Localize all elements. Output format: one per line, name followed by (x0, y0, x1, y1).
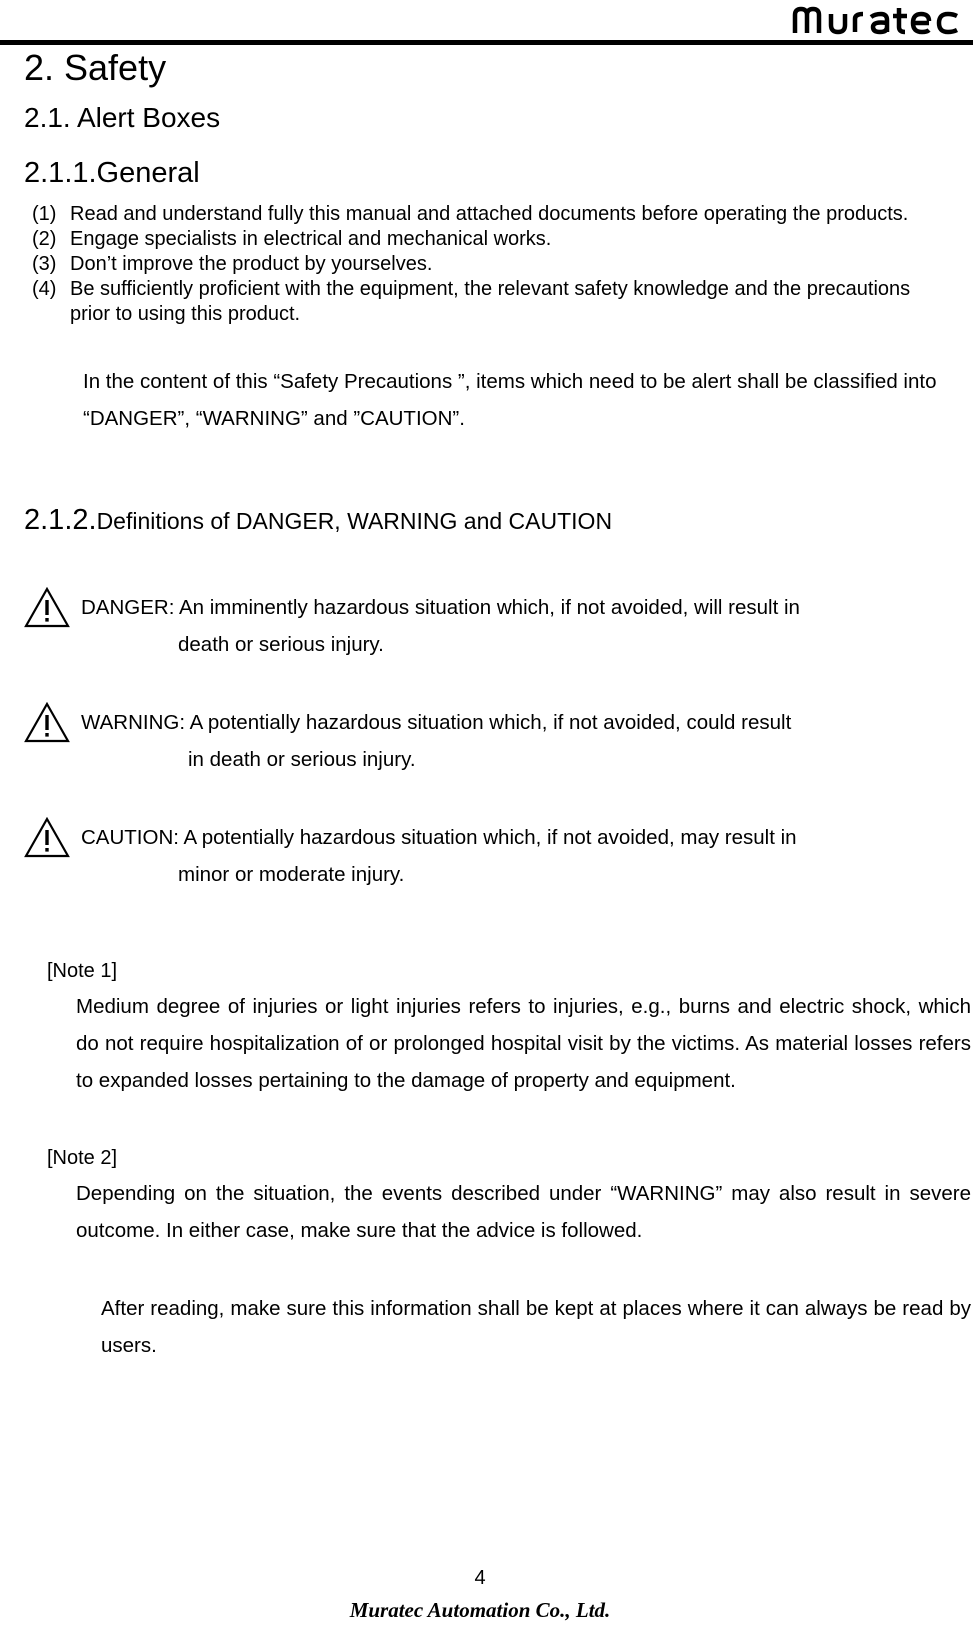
section-title: 2. Safety (24, 47, 167, 88)
list-item-text: Read and understand fully this manual and attached documents before operating the products. (70, 203, 909, 225)
intro-paragraph: In the content of this “Safety Precautions ”, items which need to be alert shall be classified into “DANGER”, “WARNING” and ”CAUTION”. (83, 370, 937, 430)
definitions-heading-number: 2.1.2. (24, 504, 97, 536)
list-item (32, 277, 932, 327)
company-logo (791, 2, 961, 38)
list-item-text: Engage specialists in electrical and mechanical works. (70, 228, 552, 250)
list-item-number: (4) (32, 278, 57, 300)
note-2-label: [Note 2] (47, 1147, 118, 1169)
definitions-heading-text: Definitions of DANGER, WARNING and CAUTION (96, 508, 613, 534)
alert-caution-line1: CAUTION: A potentially hazardous situation which, if not avoided, may result in (81, 826, 797, 849)
warning-triangle-icon (24, 817, 70, 859)
section-subtitle: 2.1. Alert Boxes (24, 102, 221, 133)
list-item (32, 227, 932, 252)
list-item-text: Don’t improve the product by yourselves. (70, 253, 433, 275)
list-item-number: (1) (32, 203, 57, 225)
list-item-number: (3) (32, 253, 57, 275)
alert-warning-line1: WARNING: A potentially hazardous situation which, if not avoided, could result (81, 711, 792, 734)
alert-danger-line1: DANGER: An imminently hazardous situation which, if not avoided, will result in (81, 596, 800, 619)
warning-triangle-icon (24, 587, 70, 629)
alert-warning-line2: in death or serious injury. (188, 748, 416, 771)
header-rule (0, 40, 973, 45)
list-item (32, 202, 932, 227)
note-1-body: Medium degree of injuries or light injuries refers to injuries, e.g., burns and electric shock, which do not require hospitalization of or prolonged hospital visit by the victims. As material losses refers to expanded losses pertaining to the damage of property and equipment. (76, 995, 971, 1092)
list-item-text: Be sufficiently proficient with the equipment, the relevant safety knowledge and the precautions prior to using this product. (70, 278, 911, 325)
note-1-label: [Note 1] (47, 960, 118, 982)
warning-triangle-icon (24, 702, 70, 744)
general-list (32, 202, 932, 327)
general-heading: 2.1.1.General (24, 157, 200, 189)
muratec-logo-graphic (791, 5, 961, 35)
page-number: 4 (474, 1567, 486, 1589)
alert-caution-line2: minor or moderate injury. (178, 863, 405, 886)
note-2-body: Depending on the situation, the events described under “WARNING” may also result in severe outcome. In either case, make sure that the advice is followed. (76, 1182, 971, 1242)
definitions-heading (24, 502, 612, 543)
alert-danger-line2: death or serious injury. (178, 633, 384, 656)
logo-text (791, 2, 792, 3)
footer-company: Muratec Automation Co., Ltd. (349, 1598, 611, 1622)
list-item (32, 252, 932, 277)
closing-paragraph: After reading, make sure this information shall be kept at places where it can always be read by users. (101, 1297, 971, 1357)
list-item-number: (2) (32, 228, 57, 250)
